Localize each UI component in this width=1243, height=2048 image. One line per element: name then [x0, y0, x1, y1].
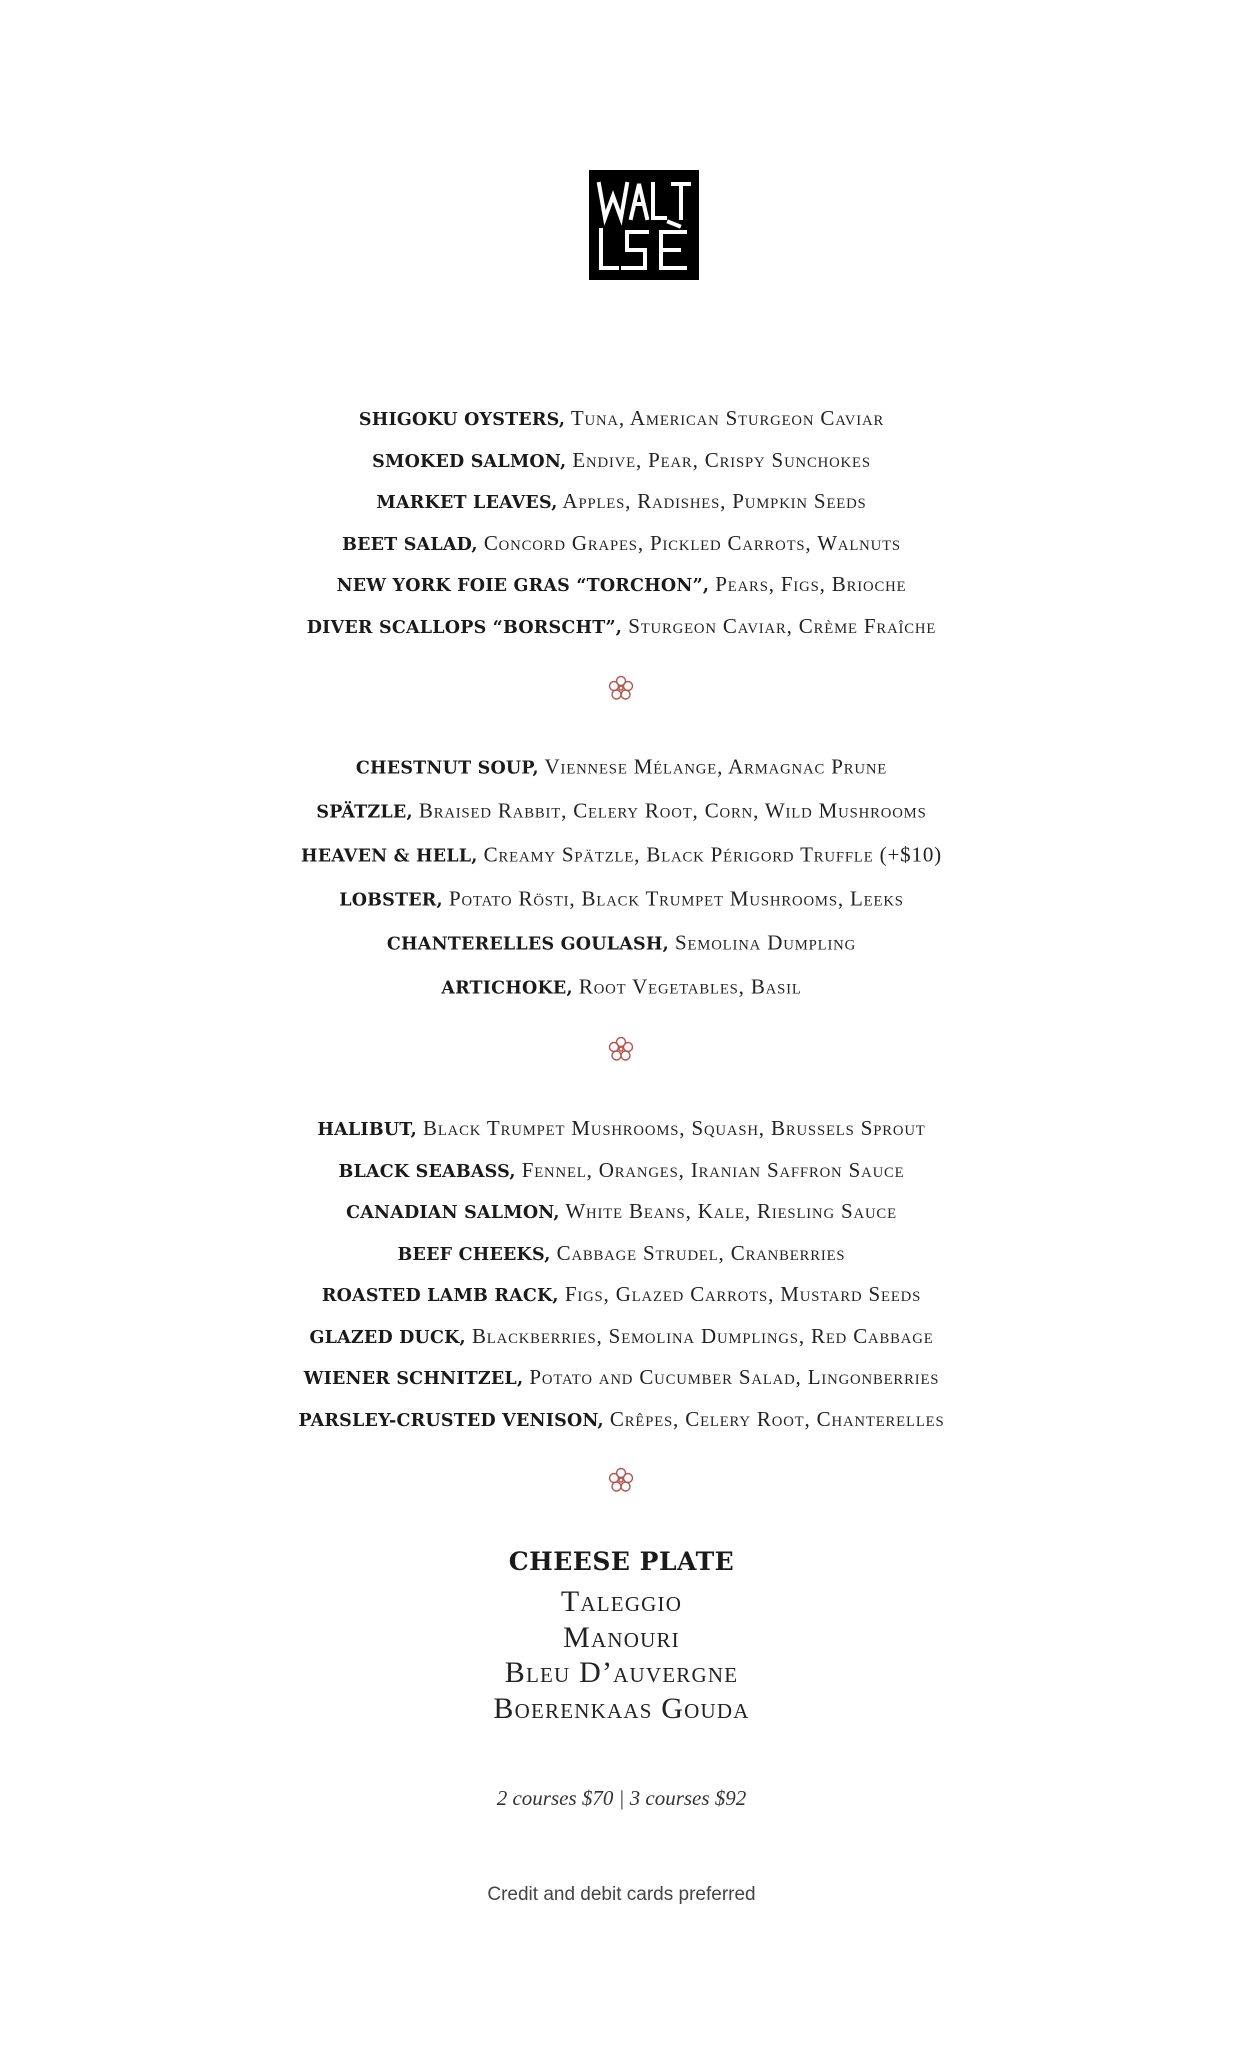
dish-name: SMOKED SALMON,	[372, 450, 567, 471]
menu-item	[186, 404, 1056, 433]
menu-section-first-course	[0, 398, 1243, 647]
dish-name: CHANTERELLES GOULASH,	[386, 933, 669, 954]
dish-description: Figs, Glazed Carrots, Mustard Seeds	[558, 1283, 922, 1307]
dish-description: Semolina Dumpling	[668, 931, 857, 955]
dish-description: Concord Grapes, Pickled Carrots, Walnuts	[477, 531, 901, 555]
dish-description: Fennel, Oranges, Iranian Saffron Sauce	[515, 1158, 905, 1182]
menu-item	[186, 570, 1056, 599]
restaurant-logo	[589, 170, 699, 280]
dish-name: HEAVEN & HELL,	[300, 845, 478, 866]
menu-item	[186, 529, 1056, 558]
cheese-item: Boerenkaas Gouda	[493, 1691, 750, 1725]
menu-item	[186, 1239, 1056, 1268]
menu-item	[186, 840, 1056, 871]
dish-name: GLAZED DUCK,	[309, 1326, 466, 1347]
dish-description: Blackberries, Semolina Dumplings, Red Cabbage	[465, 1324, 934, 1348]
flower-ornament-icon	[606, 1034, 636, 1064]
dish-description: Apples, Radishes, Pumpkin Seeds	[557, 490, 867, 514]
menu-item	[186, 612, 1056, 641]
dish-name: SPÄTZLE,	[316, 801, 413, 822]
menu-item	[186, 1156, 1056, 1185]
dish-name: BEEF CHEEKS,	[397, 1243, 551, 1264]
cheese-item: Bleu D’auvergne	[504, 1656, 739, 1689]
menu-item	[186, 1405, 1056, 1434]
cheese-plate-section	[0, 1540, 1243, 1726]
dish-description: Sturgeon Caviar, Crème Fraîche	[622, 614, 937, 638]
menu-section-main-course	[0, 1108, 1243, 1440]
dish-name: DIVER SCALLOPS “BORSCHT”,	[306, 616, 623, 637]
dish-description: Potato Rösti, Black Trumpet Mushrooms, Leeks	[442, 887, 904, 911]
dish-description: Creamy Spätzle, Black Périgord Truffle (+$10)	[477, 843, 943, 867]
flower-ornament-icon	[606, 673, 636, 703]
menu-item	[186, 796, 1056, 827]
menu-section-second-course	[0, 745, 1243, 1009]
dish-name: CHESTNUT SOUP,	[355, 757, 539, 778]
menu-item	[186, 928, 1056, 959]
dish-name: ARTICHOKE,	[441, 977, 573, 998]
menu-item	[186, 1322, 1056, 1351]
menu-item	[186, 1280, 1056, 1309]
dish-name: SHIGOKU OYSTERS,	[358, 409, 566, 430]
waltse-logo-icon	[589, 170, 699, 280]
dish-description: Crêpes, Celery Root, Chanterelles	[603, 1407, 945, 1431]
cheese-plate-title: CHEESE PLATE	[508, 1547, 735, 1576]
dish-description: Cabbage Strudel, Cranberries	[550, 1241, 846, 1265]
menu-item	[186, 752, 1056, 783]
dish-name: HALIBUT,	[317, 1119, 417, 1140]
menu-item	[186, 1197, 1056, 1226]
dish-description: Tuna, American Sturgeon Caviar	[565, 407, 885, 431]
course-pricing: 2 courses $70 | 3 courses $92	[496, 1786, 747, 1810]
dish-name: BEET SALAD,	[342, 533, 478, 554]
dish-name: BLACK SEABASS,	[338, 1160, 516, 1181]
dish-name: CANADIAN SALMON,	[346, 1202, 560, 1223]
dish-name: MARKET LEAVES,	[376, 492, 558, 513]
dish-name: PARSLEY-CRUSTED VENISON,	[298, 1409, 604, 1430]
dish-description: Braised Rabbit, Celery Root, Corn, Wild Mushrooms	[412, 799, 927, 823]
menu-item	[186, 487, 1056, 516]
cheese-item: Taleggio	[560, 1585, 683, 1618]
menu-item	[186, 884, 1056, 915]
cheese-item: Manouri	[563, 1620, 680, 1654]
dish-description: Pears, Figs, Brioche	[709, 573, 907, 597]
dish-description: Viennese Mélange, Armagnac Prune	[538, 755, 888, 779]
menu-item	[186, 1114, 1056, 1143]
dish-name: ROASTED LAMB RACK,	[321, 1285, 559, 1306]
menu-item	[186, 446, 1056, 475]
dish-description: Endive, Pear, Crispy Sunchokes	[566, 448, 871, 472]
dish-name: NEW YORK FOIE GRAS “TORCHON”,	[336, 575, 710, 596]
dish-name: LOBSTER,	[339, 889, 443, 910]
dish-description: Potato and Cucumber Salad, Lingonberries	[523, 1366, 940, 1390]
payment-note: Credit and debit cards preferred	[487, 1884, 756, 1905]
dish-name: WIENER SCHNITZEL,	[303, 1368, 524, 1389]
dish-description: White Beans, Kale, Riesling Sauce	[559, 1200, 897, 1224]
menu-item	[186, 972, 1056, 1003]
dish-description: Black Trumpet Mushrooms, Squash, Brussels Sprout	[416, 1117, 926, 1141]
dish-description: Root Vegetables, Basil	[572, 975, 802, 999]
menu-item	[186, 1363, 1056, 1392]
flower-ornament-icon	[606, 1465, 636, 1495]
